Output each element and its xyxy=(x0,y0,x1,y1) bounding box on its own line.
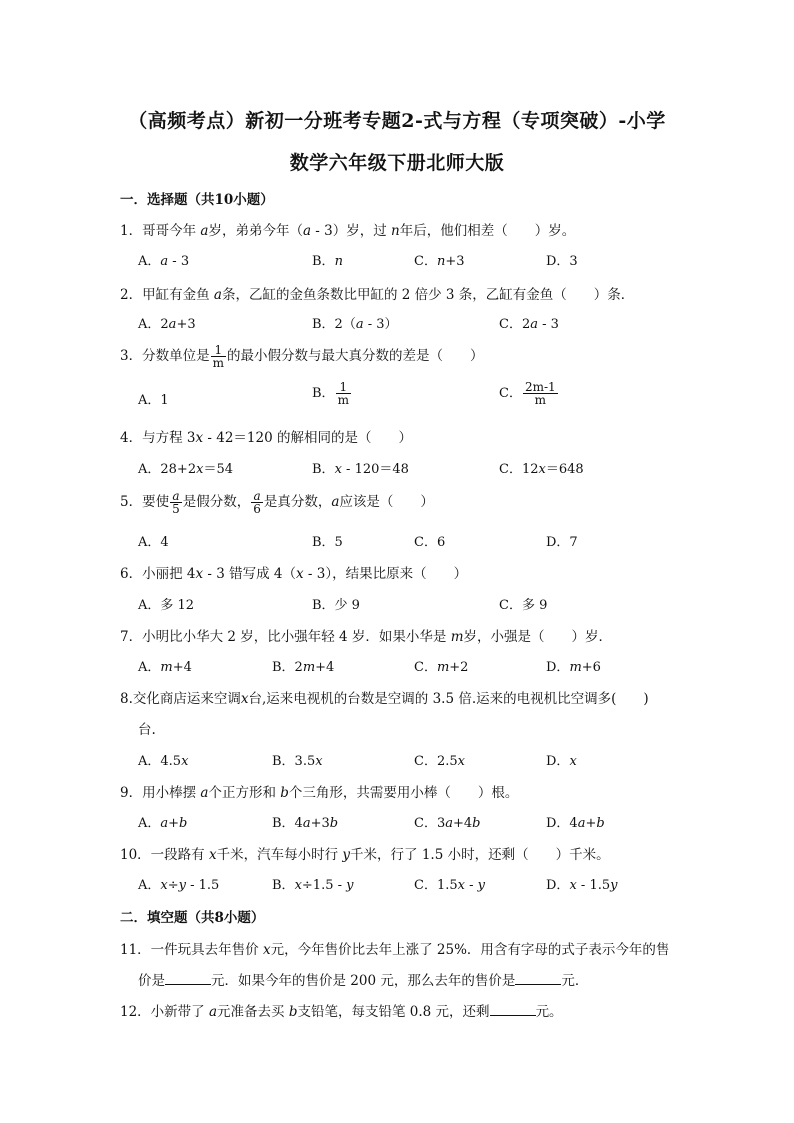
document-title-line-2: 数学六年级下册北师大版 xyxy=(289,152,505,174)
q3-option-a: A．1 xyxy=(138,393,169,408)
q8-option-b: B．3.5x xyxy=(272,754,323,769)
question-8: 8.交化商店运来空调x台,运来电视机的台数是空调的 3.5 倍.运来的电视机比空调多( ) xyxy=(120,691,649,707)
fraction-1-over-m: $\frac{1}{m}$ xyxy=(212,343,224,370)
q9-option-c: C．3a+4b xyxy=(414,816,481,831)
question-7: 7．小明比小华大 2 岁，比小强年轻 4 岁．如果小华是 m岁，小强是（ ）岁． xyxy=(120,629,613,645)
question-8-continuation: 台. xyxy=(138,722,156,738)
section-heading-choice: 一．选择题（共10小题） xyxy=(120,192,274,208)
q2-option-a: A．2a+3 xyxy=(138,317,196,332)
q8-option-d: D．x xyxy=(546,754,577,769)
q5-option-c: C．6 xyxy=(414,535,446,550)
q4-option-a: A．28+2x＝54 xyxy=(138,462,233,477)
document-title-line-1: （高频考点）新初一分班考专题2-式与方程（专项突破）-小学 xyxy=(128,110,666,132)
q3-option-c: C． $\frac{2m-1}{m}$ xyxy=(499,380,556,407)
question-5: 5．要使 $\frac{a}{5}$ 是假分数， $\frac{a}{6}$ 是真分数，a应该是（ ） xyxy=(120,489,434,516)
q1-option-c: C．n+3 xyxy=(414,254,465,269)
q8-option-c: C．2.5x xyxy=(414,754,465,769)
q10-option-d: D．x - 1.5y xyxy=(546,878,618,893)
q6-option-c: C．多 9 xyxy=(499,598,548,613)
answer-blank[interactable] xyxy=(165,972,211,985)
question-9: 9．用小棒摆 a个正方形和 b个三角形，共需要用小棒（ ）根。 xyxy=(120,785,519,801)
q2-option-c: C．2a - 3 xyxy=(499,317,559,332)
q2-option-b: B．2（a - 3） xyxy=(312,317,398,332)
question-10: 10．一段路有 x千米，汽车每小时行 y千米，行了 1.5 小时，还剩（ ）千米。 xyxy=(120,847,610,863)
q9-option-d: D．4a+b xyxy=(546,816,605,831)
q4-option-b: B．x - 120＝48 xyxy=(312,462,409,477)
question-2: 2．甲缸有金鱼 a条，乙缸的金鱼条数比甲缸的 2 倍少 3 条，乙缸有金鱼（ ）条． xyxy=(120,287,635,303)
q7-option-a: A．m+4 xyxy=(138,660,192,675)
q9-option-b: B．4a+3b xyxy=(272,816,339,831)
q7-option-d: D．m+6 xyxy=(546,660,601,675)
q9-option-a: A．a+b xyxy=(138,816,188,831)
q5-option-a: A．4 xyxy=(138,535,169,550)
q8-option-a: A．4.5x xyxy=(138,754,189,769)
q7-option-b: B．2m+4 xyxy=(272,660,335,675)
q6-option-b: B．少 9 xyxy=(312,598,360,613)
q1-option-a: A．a - 3 xyxy=(138,254,190,269)
question-3: 3．分数单位是 $\frac{1}{m}$ 的最小假分数与最大真分数的差是（ ） xyxy=(120,343,484,370)
q1-option-d: D．3 xyxy=(546,254,578,269)
q5-option-d: D．7 xyxy=(546,535,578,550)
answer-blank[interactable] xyxy=(515,972,561,985)
question-12: 12．小新带了 a元准备去买 b支铅笔，每支铅笔 0.8 元，还剩 元。 xyxy=(120,1004,563,1020)
answer-blank[interactable] xyxy=(490,1003,536,1016)
q1-option-b: B．n xyxy=(312,254,343,269)
q7-option-c: C．m+2 xyxy=(414,660,469,675)
q10-option-c: C．1.5x - y xyxy=(414,878,485,893)
q3-option-b: B． $\frac{1}{m}$ xyxy=(312,380,349,407)
question-11-continuation: 价是 元．如果今年的售价是 200 元，那么去年的售价是 元． xyxy=(138,973,589,989)
q5-option-b: B．5 xyxy=(312,535,343,550)
q6-option-a: A．多 12 xyxy=(138,598,195,613)
question-1: 1．哥哥今年 a岁，弟弟今年（a - 3）岁，过 n年后，他们相差（ ）岁。 xyxy=(120,223,576,239)
question-4: 4．与方程 3x - 42＝120 的解相同的是（ ） xyxy=(120,430,412,446)
q4-option-c: C．12x＝648 xyxy=(499,462,584,477)
question-11: 11．一件玩具去年售价 x元，今年售价比去年上涨了 25%．用含有字母的式子表示今年的售 xyxy=(120,942,670,958)
q10-option-b: B．x÷1.5 - y xyxy=(272,878,354,893)
q10-option-a: A．x÷y - 1.5 xyxy=(138,878,220,893)
section-heading-fill-blank: 二．填空题（共8小题） xyxy=(120,910,265,926)
question-6: 6．小丽把 4x - 3 错写成 4（x - 3），结果比原来（ ） xyxy=(120,566,468,582)
